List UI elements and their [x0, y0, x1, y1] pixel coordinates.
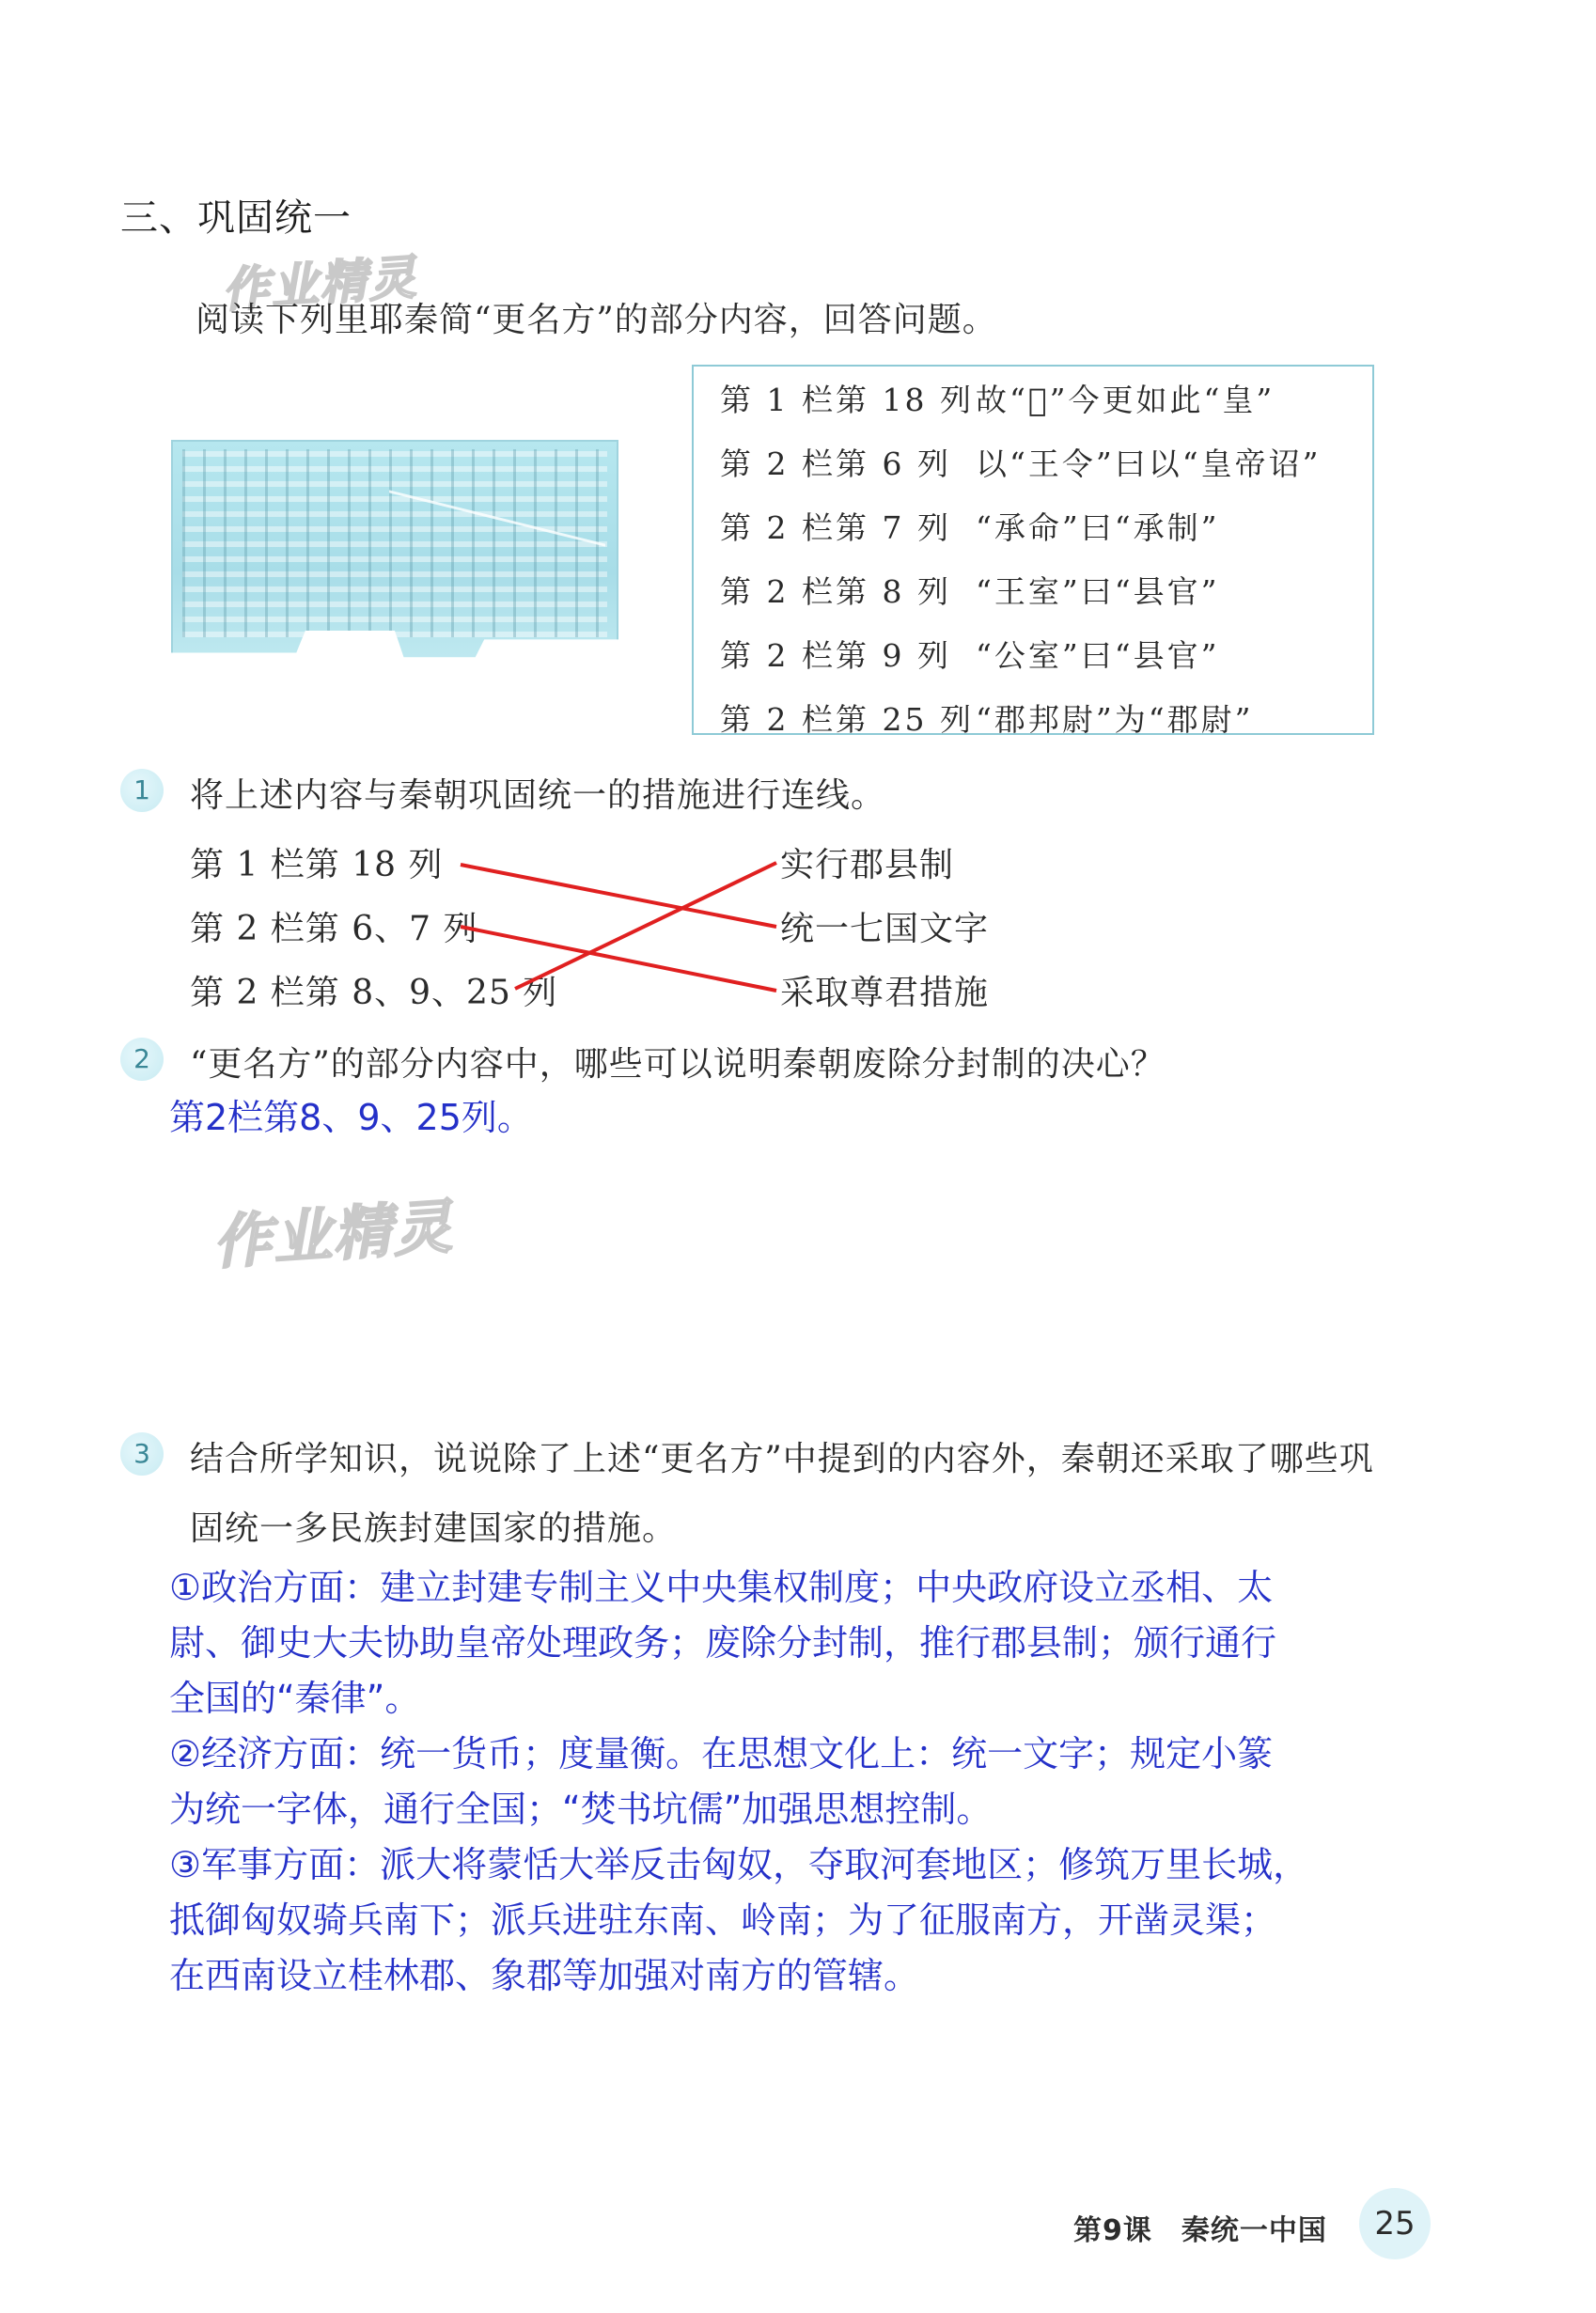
answer-line: 尉、御史大夫协助皇帝处理政务；废除分封制，推行郡县制；颁行通行: [169, 1622, 1277, 1664]
row-content: 以“王令”曰以“皇帝诏”: [976, 445, 1322, 482]
match-line: [461, 865, 776, 927]
page-number: 25: [1359, 2188, 1431, 2259]
answer-line: 抵御匈奴骑兵南下；派兵进驻东南、岭南；为了征服南方，开凿灵渠；: [169, 1899, 1277, 1941]
answer-line: 为统一字体，通行全国；“焚书坑儒”加强思想控制。: [169, 1789, 993, 1830]
question-number-badge: 1: [120, 769, 164, 812]
intro-text: 阅读下列里耶秦简“更名方”的部分内容，回答问题。: [196, 301, 997, 339]
row-ref: 第 1 栏第 18 列: [720, 382, 974, 418]
row-ref: 第 2 栏第 8 列: [720, 573, 951, 610]
question-2-text: “更名方”的部分内容中，哪些可以说明秦朝废除分封制的决心？: [190, 1045, 1166, 1084]
section-title: 三、巩固统一: [120, 196, 352, 240]
question-number-badge: 3: [120, 1432, 164, 1476]
row-content: 故“𤽨”今更如此“皇”: [976, 382, 1275, 418]
watermark: 作业精灵: [220, 249, 420, 319]
row-content: “公室”曰“县官”: [976, 637, 1220, 674]
match-left-item: 第 1 栏第 18 列: [190, 846, 444, 884]
row-ref: 第 2 栏第 7 列: [720, 509, 951, 546]
answer-line: 全国的“秦律”。: [169, 1678, 421, 1719]
answer-line: 在西南设立桂林郡、象郡等加强对南方的管辖。: [169, 1955, 920, 1996]
question-1-text: 将上述内容与秦朝巩固统一的措施进行连线。: [190, 776, 886, 815]
row-ref: 第 2 栏第 9 列: [720, 637, 951, 674]
match-left-item: 第 2 栏第 8、9、25 列: [190, 974, 558, 1012]
watermark: 作业精灵: [211, 1192, 456, 1277]
matching-lines: [0, 0, 1596, 1053]
match-left-item: 第 2 栏第 6、7 列: [190, 910, 478, 948]
answer-line: ②经济方面：统一货币；度量衡。在思想文化上：统一文字；规定小篆: [169, 1733, 1274, 1774]
answer-line: ①政治方面：建立封建专制主义中央集权制度；中央政府设立丞相、太: [169, 1567, 1274, 1608]
row-ref: 第 2 栏第 6 列: [720, 445, 951, 482]
row-content: “承命”曰“承制”: [976, 509, 1220, 546]
question-2-answer: 第2栏第8、9、25列。: [169, 1097, 533, 1138]
question-number-badge: 2: [120, 1038, 164, 1081]
match-right-item: 采取尊君措施: [780, 974, 990, 1012]
row-content: “郡邦尉”为“郡尉”: [976, 701, 1254, 738]
match-right-item: 实行郡县制: [780, 846, 955, 884]
lesson-title: 第9课 秦统一中国: [1073, 2214, 1327, 2247]
answer-line: ③军事方面：派大将蒙恬大举反击匈奴，夺取河套地区；修筑万里长城，: [169, 1844, 1309, 1885]
row-content: “王室”曰“县官”: [976, 573, 1220, 610]
question-3-text: 结合所学知识，说说除了上述“更名方”中提到的内容外，秦朝还采取了哪些巩: [190, 1440, 1374, 1478]
row-ref: 第 2 栏第 25 列: [720, 701, 974, 738]
question-3-text: 固统一多民族封建国家的措施。: [190, 1509, 678, 1548]
match-right-item: 统一七国文字: [780, 910, 990, 948]
match-line: [461, 927, 776, 991]
question-3-answer: [169, 1560, 1308, 2004]
